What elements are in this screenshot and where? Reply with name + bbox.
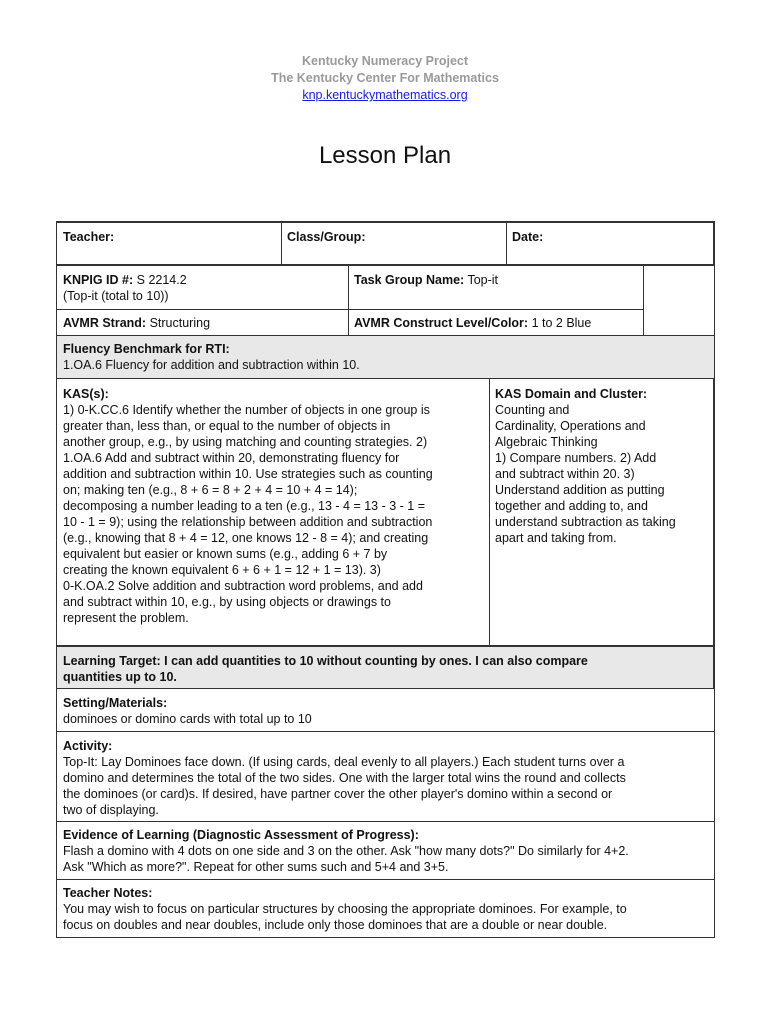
task-group-value: Top-it [464,273,499,287]
knpig-id [57,266,193,310]
fluency-section [56,335,715,379]
id-section [56,265,715,336]
avmr-strand-label: AVMR Strand: [63,316,147,330]
learning-target-section [56,645,715,689]
teacher-notes-line: focus on doubles and near doubles, include only those dominoes that are a double or near double. [63,918,608,932]
kas-line: addition and subtraction within 10. Use strategies such as counting [63,467,433,481]
task-group-label: Task Group Name: [354,273,465,287]
activity [57,732,632,824]
kas-line: creating the known equivalent 6 + 6 + 1 = 12 + 1 = 13). 3) [63,563,381,577]
kas-line: 1.OA.6 Add and subtract within 20, demonstrating fluency for [63,451,400,465]
activity-line: the dominoes (or card)s. If desired, have partner cover the other player's domino within a second or [63,787,613,801]
evidence-section [56,821,715,880]
activity-line: Top-It: Lay Dominoes face down. (If using cards, deal evenly to all players.) Each student turns over a [63,755,625,769]
project-name: Kentucky Numeracy Project [301,54,469,68]
avmr-level-label: AVMR Construct Level/Color: [354,316,529,330]
learning-target-line: Learning Target: I can add quantities to 10 without counting by ones. I can also compare [63,654,588,668]
header-row [56,221,715,265]
setting-value: dominoes or domino cards with total up to 10 [63,712,312,726]
teacher-notes-line: You may wish to focus on particular structures by choosing the appropriate dominoes. For example, to [63,902,627,916]
activity-section [56,731,715,822]
page-title: Lesson Plan [318,142,452,169]
fluency-value: 1.OA.6 Fluency for addition and subtraction within 10. [63,358,360,372]
kas-domain-line: understand subtraction as taking [495,515,676,529]
class-group-label: Class/Group: [287,230,366,244]
evidence-of-learning [57,822,635,881]
kas-domain-line: apart and taking from. [495,531,617,545]
evidence-label: Evidence of Learning (Diagnostic Assessment of Progress): [63,828,419,842]
website-link[interactable]: knp.kentuckymathematics.org [302,88,468,102]
activity-line: domino and determines the total of the two sides. One with the larger total wins the round and collects [63,771,626,785]
kas-line: 10 - 1 = 9); using the relationship between addition and subtraction [63,515,433,529]
task-group [348,266,504,294]
center-name: The Kentucky Center For Mathematics [271,71,499,85]
evidence-line: Ask "Which as more?". Repeat for other sums such and 5+4 and 3+5. [63,860,449,874]
header [0,53,770,104]
kas-domain-line: Understand addition as putting [495,483,665,497]
kas-domain-line: 1) Compare numbers. 2) Add [495,451,657,465]
kas-section [56,378,715,646]
kas-line: another group, e.g., by using matching and counting strategies. 2) [63,435,428,449]
kas-line: on; making ten (e.g., 8 + 6 = 8 + 2 + 4 = 10 + 4 = 14); [63,483,358,497]
knpig-value: S 2214.2 [133,273,187,287]
teacher-label: Teacher: [63,230,115,244]
kas-line: represent the problem. [63,611,189,625]
fluency-benchmark [57,336,366,379]
activity-line: two of displaying. [63,803,159,817]
kas-domain-line: Counting and [495,403,570,417]
kas-domain-line: and subtract within 20. 3) [495,467,635,481]
evidence-line: Flash a domino with 4 dots on one side and 3 on the other. Ask "how many dots?" Do similarly for 4+2. [63,844,629,858]
kas-line: (e.g., knowing that 8 + 4 = 12, one knows 12 - 8 = 4); and creating [63,531,429,545]
kas-line: 0-K.OA.2 Solve addition and subtraction word problems, and add [63,579,423,593]
kas-line: equivalent but easier or known sums (e.g., adding 6 + 7 by [63,547,388,561]
avmr-level [348,309,597,337]
divider [643,266,644,336]
setting-section [56,688,715,732]
learning-target-line: quantities up to 10. [63,670,177,684]
setting-materials [57,689,318,733]
knpig-label: KNPIG ID #: [63,273,134,287]
avmr-strand-value: Structuring [146,316,211,330]
kas-line: and subtract within 10, e.g., by using objects or drawings to [63,595,391,609]
teacher-notes-label: Teacher Notes: [63,886,153,900]
kas-standards [57,379,489,632]
teacher-notes-section [56,879,715,938]
avmr-strand [57,309,216,337]
kas-domain-line: together and adding to, and [495,499,648,513]
kas-domain-cluster [489,379,713,552]
knpig-note: (Top-it (total to 10)) [63,289,169,303]
setting-label: Setting/Materials: [63,696,168,710]
fluency-label: Fluency Benchmark for RTI: [63,342,230,356]
kas-line: 1) 0-K.CC.6 Identify whether the number of objects in one group is [63,403,430,417]
kas-domain-line: Cardinality, Operations and [495,419,646,433]
date-label: Date: [512,230,544,244]
kas-domain-label: KAS Domain and Cluster: [495,387,648,401]
kas-label: KAS(s): [63,387,109,401]
kas-line: decomposing a number leading to a ten (e.g., 13 - 4 = 13 - 3 - 1 = [63,499,426,513]
kas-domain-line: Algebraic Thinking [495,435,598,449]
kas-line: greater than, less than, or equal to the number of objects in [63,419,391,433]
activity-label: Activity: [63,739,113,753]
avmr-level-value: 1 to 2 Blue [528,316,592,330]
learning-target [57,647,594,691]
teacher-notes [57,880,633,939]
